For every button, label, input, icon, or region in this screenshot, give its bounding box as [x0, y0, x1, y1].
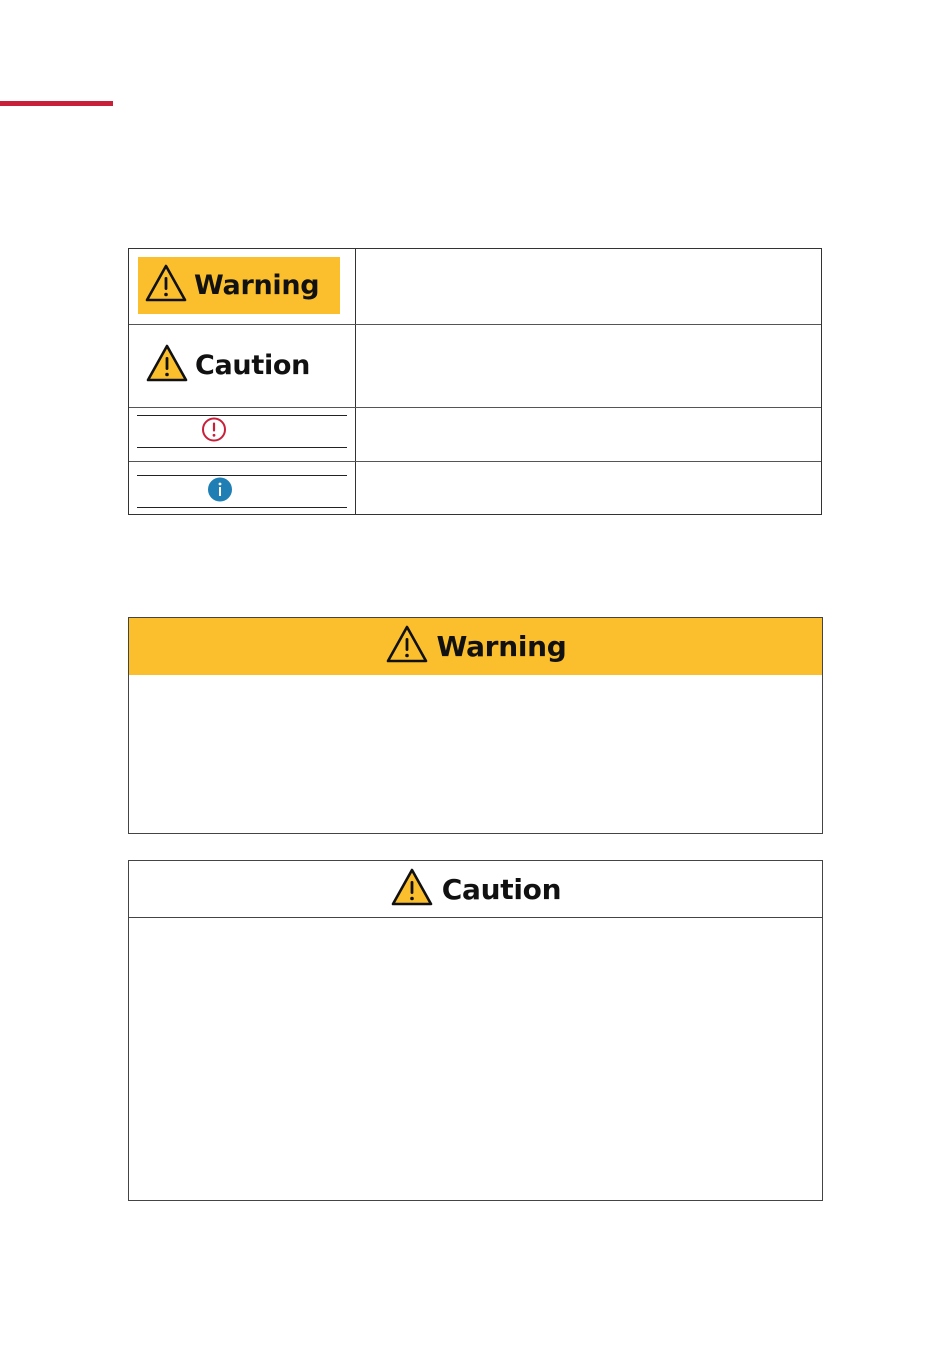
warning-triangle-icon: [390, 867, 434, 912]
caution-box-body: [129, 918, 822, 1200]
warning-triangle-icon: [145, 343, 189, 388]
description-cell: [356, 325, 821, 407]
warning-box-header: [129, 618, 822, 675]
table-row: [129, 408, 821, 462]
warning-badge: [138, 257, 340, 314]
warning-triangle-icon: [385, 624, 429, 669]
warning-box-title: Warning: [436, 629, 567, 663]
symbol-cell: [129, 408, 356, 461]
caution-box-header: [129, 861, 822, 918]
warning-label: Warning: [194, 270, 320, 301]
exclamation-circle-icon: [201, 416, 227, 447]
caution-notice-box: [128, 860, 823, 1201]
symbol-cell: [129, 249, 356, 324]
symbol-cell: [129, 325, 356, 407]
table-row: [129, 249, 821, 325]
description-cell: [356, 462, 821, 514]
warning-notice-box: [128, 617, 823, 834]
symbol-cell: [129, 462, 356, 514]
description-cell: [356, 249, 821, 324]
info-ruled-strip: [137, 475, 347, 508]
info-circle-icon: [207, 476, 233, 507]
table-row: [129, 462, 821, 514]
table-row: [129, 325, 821, 408]
notice-ruled-strip: [137, 415, 347, 448]
symbol-legend-table: [128, 248, 822, 515]
caution-badge: [138, 337, 310, 394]
header-accent-bar: [0, 101, 113, 106]
warning-box-body: [129, 675, 822, 833]
warning-triangle-icon: [144, 263, 188, 308]
caution-box-title: Caution: [441, 872, 562, 906]
caution-label: Caution: [195, 350, 311, 381]
description-cell: [356, 408, 821, 461]
